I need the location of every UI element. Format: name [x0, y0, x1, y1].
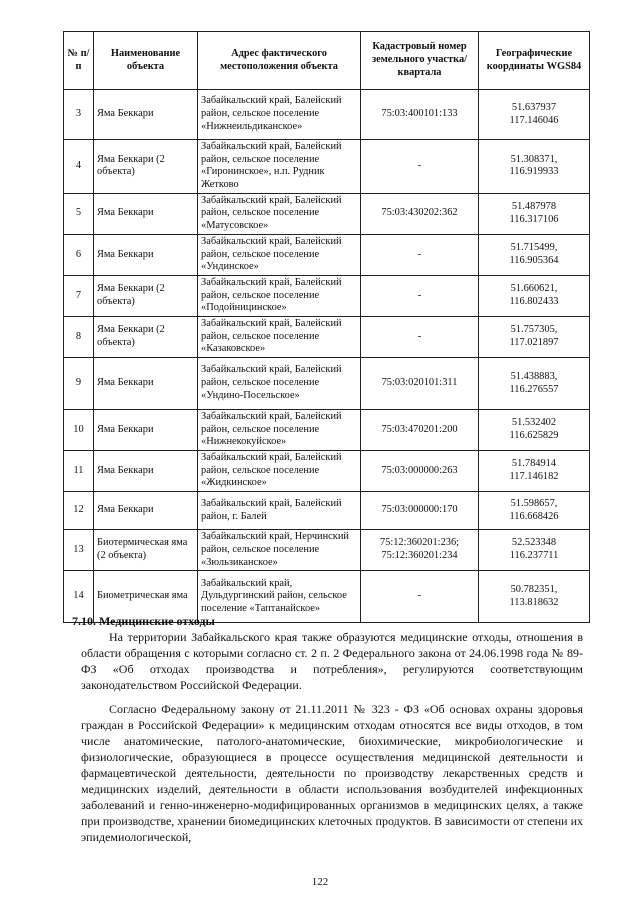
cadastral-number: - — [361, 234, 479, 275]
coordinates — [479, 410, 590, 451]
object-name: Яма Беккари — [94, 234, 198, 275]
table-row — [64, 316, 590, 357]
table-row — [64, 358, 590, 410]
object-name: Яма Беккари — [94, 90, 198, 140]
header-address: Адрес фактического местоположения объекта — [198, 32, 361, 90]
object-name: Биометрическая яма — [94, 571, 198, 623]
object-address: Забайкальский край, Балейский район, г. Балей — [198, 492, 361, 530]
cadastral-number: 75:03:470201:200 — [361, 410, 479, 451]
longitude: 117.146046 — [509, 114, 559, 126]
longitude: 117.146182 — [509, 471, 559, 483]
table-row — [64, 451, 590, 492]
object-address: Забайкальский край, Балейский район, сельское поселение «Казаковское» — [198, 316, 361, 357]
header-name: Наименование объекта — [94, 32, 198, 90]
longitude: 116.317106 — [509, 213, 559, 225]
object-name: Яма Беккари — [94, 358, 198, 410]
object-address: Забайкальский край, Балейский район, сельское поселение «Нижнеильдиканское» — [198, 90, 361, 140]
section-heading: 7.10. Медицинские отходы — [72, 614, 215, 628]
cadastral-number: - — [361, 571, 479, 623]
cadastral-number: 75:03:000000:170 — [361, 492, 479, 530]
cadastral-number: 75:03:400101:133 — [361, 90, 479, 140]
object-address: Забайкальский край, Балейский район, сельское поселение «Подойницинское» — [198, 275, 361, 316]
object-address: Забайкальский край, Балейский район, сельское поселение «Ундино-Посельское» — [198, 358, 361, 410]
coordinates — [479, 571, 590, 623]
table-row — [64, 193, 590, 234]
longitude: 113.818632 — [509, 596, 559, 608]
object-name: Яма Беккари (2 объекта) — [94, 316, 198, 357]
row-number: 14 — [64, 571, 94, 623]
coordinates — [479, 530, 590, 571]
longitude: 116.802433 — [509, 295, 559, 307]
object-address: Забайкальский край, Дульдургинский район, сельское поселение «Таптанайское» — [198, 571, 361, 623]
row-number: 9 — [64, 358, 94, 410]
object-name: Яма Беккари — [94, 451, 198, 492]
longitude: 116.919933 — [509, 166, 559, 178]
longitude: 116.905364 — [509, 254, 559, 266]
object-name: Яма Беккари (2 объекта) — [94, 275, 198, 316]
object-address: Забайкальский край, Балейский район, сельское поселение «Матусовское» — [198, 193, 361, 234]
latitude: 51.637937 — [511, 101, 557, 113]
latitude: 50.782351, — [510, 584, 558, 595]
coordinates — [479, 90, 590, 140]
longitude: 116.237711 — [509, 550, 559, 562]
longitude: 116.625829 — [509, 430, 559, 442]
object-name: Яма Беккари — [94, 492, 198, 530]
table-row — [64, 410, 590, 451]
cadastral-number: - — [361, 316, 479, 357]
latitude: 51.532402 — [511, 417, 557, 429]
section-body — [81, 629, 583, 853]
cadastral-number: - — [361, 140, 479, 194]
latitude: 51.715499, — [510, 242, 558, 254]
row-number: 7 — [64, 275, 94, 316]
latitude: 51.598657, — [510, 497, 558, 509]
longitude: 116.668426 — [509, 510, 559, 522]
coordinates — [479, 275, 590, 316]
row-number: 13 — [64, 530, 94, 571]
object-address: Забайкальский край, Балейский район, сельское поселение «Ундинское» — [198, 234, 361, 275]
coordinates — [479, 234, 590, 275]
table-header-row — [64, 32, 590, 90]
object-name: Биотермическая яма (2 объекта) — [94, 530, 198, 571]
object-name: Яма Беккари (2 объекта) — [94, 140, 198, 194]
coordinates — [479, 358, 590, 410]
object-address: Забайкальский край, Балейский район, сельское поселение «Нижнекокуйское» — [198, 410, 361, 451]
row-number: 3 — [64, 90, 94, 140]
table-row — [64, 90, 590, 140]
latitude: 51.757305, — [510, 324, 558, 336]
row-number: 5 — [64, 193, 94, 234]
row-number: 10 — [64, 410, 94, 451]
coordinates — [479, 492, 590, 530]
header-coords: Географические координаты WGS84 — [479, 32, 590, 90]
row-number: 4 — [64, 140, 94, 194]
header-num: № п/п — [64, 32, 94, 90]
cadastral-number: 75:03:430202:362 — [361, 193, 479, 234]
table-row — [64, 140, 590, 194]
latitude: 51.784914 — [511, 458, 557, 470]
table-row — [64, 492, 590, 530]
row-number: 6 — [64, 234, 94, 275]
table-row — [64, 275, 590, 316]
table-row — [64, 234, 590, 275]
coordinates — [479, 316, 590, 357]
coordinates — [479, 193, 590, 234]
latitude: 51.308371, — [510, 153, 558, 165]
longitude: 116.276557 — [509, 383, 559, 395]
cadastral-number: - — [361, 275, 479, 316]
longitude: 117.021897 — [509, 336, 559, 348]
object-name: Яма Беккари — [94, 193, 198, 234]
latitude: 52.523348 — [511, 537, 557, 549]
object-address: Забайкальский край, Балейский район, сельское поселение «Жидкинское» — [198, 451, 361, 492]
cadastral-number: 75:12:360201:236; 75:12:360201:234 — [361, 530, 479, 571]
coordinates — [479, 451, 590, 492]
row-number: 11 — [64, 451, 94, 492]
row-number: 8 — [64, 316, 94, 357]
object-name: Яма Беккари — [94, 410, 198, 451]
latitude: 51.438883, — [510, 370, 558, 382]
paragraph: Согласно Федеральному закону от 21.11.2011 № 323 - ФЗ «Об основах охраны здоровья граждан в Российской Федерации» к медицинским отходам относятся все виды отходов, в том числе анатомические, патолого-анатомические, биохимические, микробиологические и физиологические, образующиеся в процессе осуществления медицинской деятельности и фармацевтической деятельности, деятельности по производству лекарственных средств и медицинских изделий, деятельности в области использования возбудителей инфекционных заболеваний и генно-инженерно-модифицированных организмов в медицинских целях, а также при производстве, хранении биомедицинских клеточных продуктов. В зависимости от степени их эпидемиологической, — [81, 702, 583, 844]
paragraph: На территории Забайкальского края также образуются медицинские отходы, отношения в области обращения с которыми согласно ст. 2 п. 2 Федерального закона от 24.06.1998 года № 89-ФЗ «Об отходах производства и потребления», регулируются соответствующим законодательством Российской Федерации. — [81, 630, 583, 692]
latitude: 51.487978 — [511, 201, 557, 213]
row-number: 12 — [64, 492, 94, 530]
latitude: 51.660621, — [510, 283, 558, 295]
cadastral-number: 75:03:020101:311 — [361, 358, 479, 410]
header-cadastral: Кадастровый номер земельного участка/квартала — [361, 32, 479, 90]
coordinates — [479, 140, 590, 194]
table-row — [64, 530, 590, 571]
page-number: 122 — [311, 876, 329, 888]
object-address: Забайкальский край, Балейский район, сельское поселение «Гиронинское», н.п. Рудник Жетково — [198, 140, 361, 194]
object-address: Забайкальский край, Нерчинский район, сельское поселение «Зюльзиканское» — [198, 530, 361, 571]
cadastral-number: 75:03:000000:263 — [361, 451, 479, 492]
waste-sites-table — [63, 31, 590, 623]
